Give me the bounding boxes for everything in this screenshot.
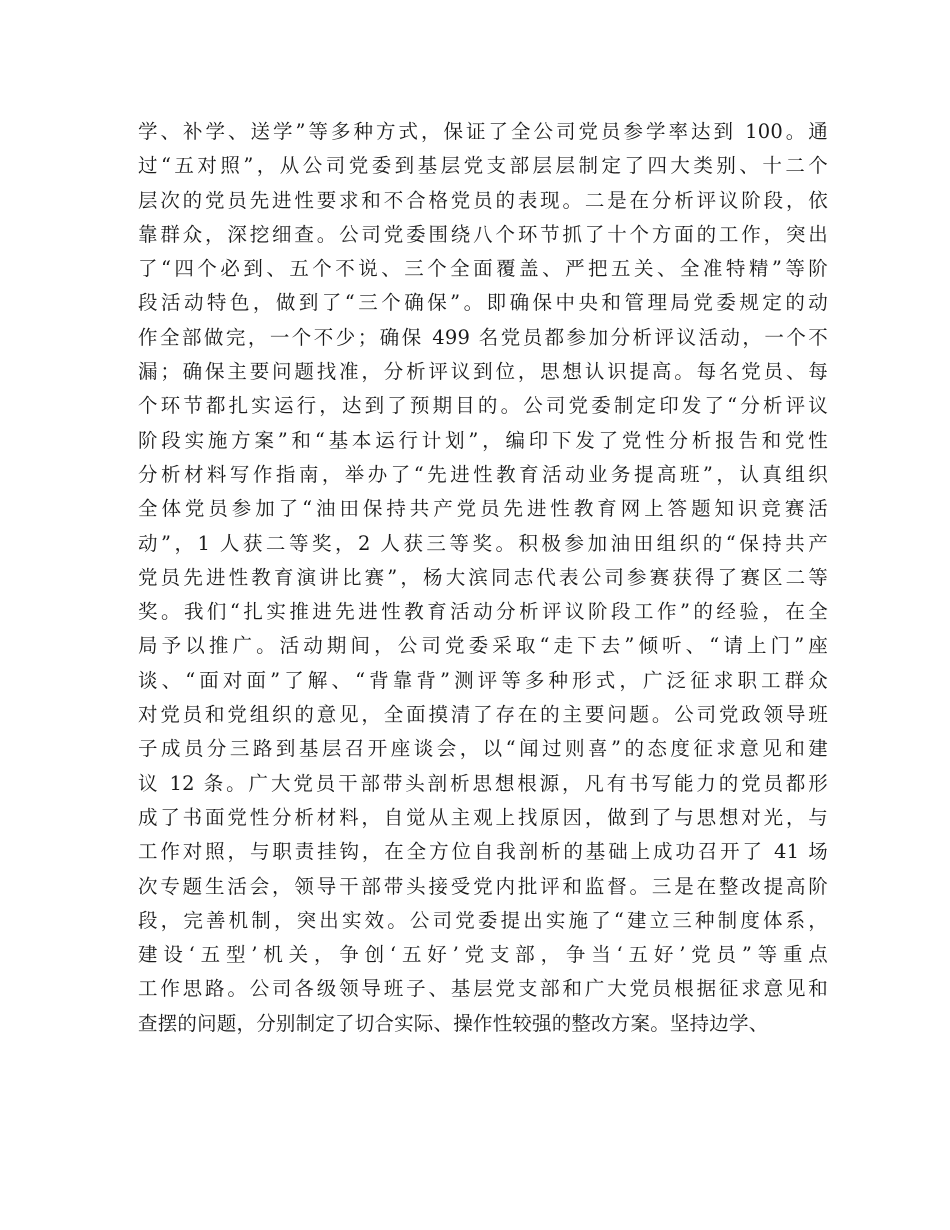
text-line: 工作思路。公司各级领导班子、基层党支部和广大党员根据征求意见和 (138, 977, 828, 1001)
text-line: 局予以推广。活动期间，公司党委采取“走下去”倾听、“请上门”座 (138, 634, 828, 658)
text-line: 对党员和党组织的意见，全面摸清了存在的主要问题。公司党政领导班 (138, 703, 828, 727)
text-line: 子成员分三路到基层召开座谈会，以“闻过则喜”的态度征求意见和建 (138, 737, 828, 761)
text-line: 阶段实施方案”和“基本运行计划”，编印下发了党性分析报告和党性 (138, 428, 828, 452)
text-line: 建设‘五型’机关，争创‘五好’党支部，争当‘五好’党员”等重点 (138, 943, 828, 967)
text-line: 过“五对照”，从公司党委到基层党支部层层制定了四大类别、十二个 (138, 154, 828, 178)
text-line: 作全部做完，一个不少；确保 499 名党员都参加分析评议活动，一个不 (138, 325, 828, 349)
text-line: 查摆的问题，分别制定了切合实际、操作性较强的整改方案。坚持边学、 (138, 1011, 769, 1035)
text-line: 成了书面党性分析材料，自觉从主观上找原因，做到了与思想对光，与 (138, 805, 828, 829)
text-line: 议 12 条。广大党员干部带头剖析思想根源，凡有书写能力的党员都形 (138, 771, 828, 795)
text-line: 层次的党员先进性要求和不合格党员的表现。二是在分析评议阶段，依 (138, 188, 828, 212)
text-line: 奖。我们“扎实推进先进性教育活动分析评议阶段工作”的经验，在全 (138, 600, 828, 624)
text-line: 党员先进性教育演讲比赛”，杨大滨同志代表公司参赛获得了赛区二等 (138, 565, 828, 589)
text-line: 段，完善机制，突出实效。公司党委提出实施了“建立三种制度体系， (138, 908, 828, 932)
text-line: 动”，1 人获二等奖，2 人获三等奖。积极参加油田组织的“保持共产 (138, 531, 828, 555)
text-line: 次专题生活会，领导干部带头接受党内批评和监督。三是在整改提高阶 (138, 874, 828, 898)
text-line: 个环节都扎实运行，达到了预期目的。公司党委制定印发了“分析评议 (138, 394, 828, 418)
body-text (138, 115, 828, 1041)
text-line: 了“四个必到、五个不说、三个全面覆盖、严把五关、全准特精”等阶 (138, 257, 828, 281)
text-line: 靠群众，深挖细查。公司党委围绕八个环节抓了十个方面的工作，突出 (138, 222, 828, 246)
text-line: 谈、“面对面”了解、“背靠背”测评等多种形式，广泛征求职工群众 (138, 668, 828, 692)
text-line: 段活动特色，做到了“三个确保”。即确保中央和管理局党委规定的动 (138, 291, 828, 315)
text-line: 全体党员参加了“油田保持共产党员先进性教育网上答题知识竞赛活 (138, 497, 828, 521)
text-line: 分析材料写作指南，举办了“先进性教育活动业务提高班”，认真组织 (138, 462, 828, 486)
text-line: 学、补学、送学”等多种方式，保证了全公司党员参学率达到 100。通 (138, 120, 828, 143)
text-line: 漏；确保主要问题找准，分析评议到位，思想认识提高。每名党员、每 (138, 360, 828, 384)
text-line: 工作对照，与职责挂钩，在全方位自我剖析的基础上成功召开了 41 场 (138, 840, 828, 864)
